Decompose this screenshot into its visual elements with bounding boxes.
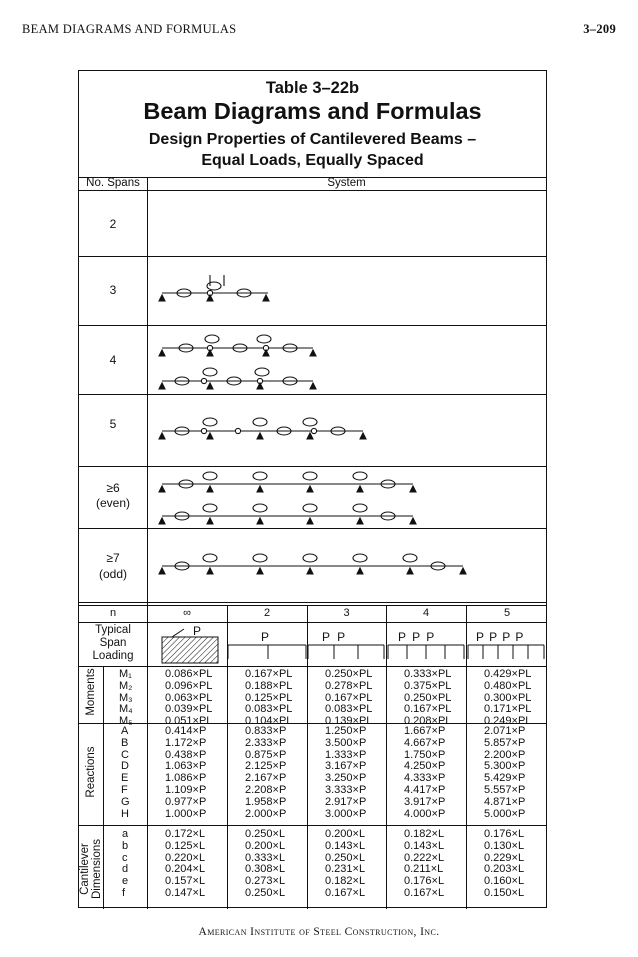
group-reactions: Reactions bbox=[85, 746, 97, 798]
rule bbox=[103, 666, 104, 909]
symbol: f bbox=[122, 886, 126, 899]
dimension-values-5: 0.176×L 0.130×L 0.229×L 0.203×L 0.160×L 0.150×L bbox=[484, 828, 525, 899]
header-spans: No. Spans bbox=[86, 177, 140, 189]
page-number: 3–209 bbox=[583, 22, 616, 36]
rule bbox=[79, 723, 546, 724]
moment-values-inf: 0.086×PL 0.096×PL 0.063×PL 0.039×PL 0.051×PL bbox=[165, 668, 213, 728]
typical-loading-label bbox=[79, 624, 147, 663]
symbol: F bbox=[121, 783, 128, 796]
moment-symbols bbox=[119, 669, 133, 728]
moment-values-2: 0.167×PL 0.188×PL 0.125×PL 0.083×PL 0.104×PL bbox=[245, 668, 293, 728]
typical-label-line: Loading bbox=[92, 650, 134, 662]
load-p: P P bbox=[322, 630, 346, 644]
symbol: M₄ bbox=[119, 703, 133, 716]
moment-values-4: 0.333×PL 0.375×PL 0.250×PL 0.167×PL 0.208×PL bbox=[404, 668, 452, 728]
load-p: P bbox=[193, 624, 202, 638]
section-title: BEAM DIAGRAMS AND FORMULAS bbox=[22, 22, 237, 36]
table-subtitle-2: Equal Loads, Equally Spaced bbox=[201, 152, 424, 169]
span-label: (odd) bbox=[98, 567, 127, 581]
symbol: A bbox=[121, 725, 129, 737]
symbol: C bbox=[121, 748, 129, 761]
rule bbox=[79, 605, 546, 606]
symbol: H bbox=[121, 807, 129, 820]
load-p: P P P bbox=[398, 630, 435, 644]
span-label: 5 bbox=[109, 417, 117, 431]
reaction-values-inf: 0.414×P 1.172×P 0.438×P 1.063×P 1.086×P 1.109×P 0.977×P 1.000×P bbox=[165, 725, 207, 820]
table-subtitle-1: Design Properties of Cantilevered Beams – bbox=[148, 131, 477, 148]
beam-4-span bbox=[159, 418, 366, 439]
span-label: ≥6 bbox=[106, 481, 120, 495]
symbol: M₁ bbox=[119, 668, 132, 680]
load-p: P P P P bbox=[476, 630, 524, 644]
dimension-values-4: 0.182×L 0.143×L 0.222×L 0.211×L 0.176×L 0.167×L bbox=[404, 828, 445, 899]
reaction-symbols bbox=[121, 726, 130, 820]
symbol: b bbox=[122, 839, 129, 852]
n-value: 3 bbox=[343, 607, 350, 619]
footer: American Institute of Steel Construction, Inc. bbox=[198, 926, 440, 938]
table-number: Table 3–22b bbox=[265, 79, 360, 97]
dimension-values-2: 0.250×L 0.200×L 0.333×L 0.308×L 0.273×L 0.250×L bbox=[245, 828, 286, 899]
n-value: 2 bbox=[263, 607, 271, 619]
dimension-symbols bbox=[122, 829, 128, 900]
symbol: M₃ bbox=[119, 691, 133, 704]
rule bbox=[79, 666, 546, 667]
symbol: B bbox=[121, 736, 129, 749]
symbol: M₅ bbox=[119, 715, 133, 728]
n-label: n bbox=[109, 607, 117, 619]
symbol: E bbox=[121, 772, 129, 785]
span-label: 3 bbox=[109, 283, 117, 297]
n-value: ∞ bbox=[183, 607, 191, 619]
symbol: e bbox=[122, 875, 129, 888]
rule bbox=[79, 825, 546, 826]
span-label: ≥7 bbox=[106, 551, 120, 565]
symbol: D bbox=[121, 760, 129, 773]
reaction-values-4: 1.667×P 4.667×P 1.750×P 4.250×P 4.333×P 4.417×P 3.917×P 4.000×P bbox=[404, 725, 446, 820]
table-frame bbox=[78, 70, 547, 908]
beam-diagrams bbox=[148, 191, 546, 603]
running-header bbox=[22, 22, 616, 38]
table-title: Beam Diagrams and Formulas bbox=[143, 98, 482, 124]
symbol: M₂ bbox=[119, 679, 133, 692]
beam-3-span bbox=[159, 335, 316, 389]
reaction-values-2: 0.833×P 2.333×P 0.875×P 2.125×P 2.167×P 2.208×P 1.958×P 2.000×P bbox=[245, 725, 287, 820]
symbol: d bbox=[122, 863, 129, 876]
n-value: 4 bbox=[422, 607, 430, 619]
moment-values-3: 0.250×PL 0.278×PL 0.167×PL 0.083×PL 0.139×PL bbox=[325, 668, 373, 728]
span-label: 4 bbox=[109, 353, 117, 367]
typical-label-line: Span bbox=[99, 637, 127, 649]
beam-even-span bbox=[159, 554, 466, 574]
span-label: 2 bbox=[109, 217, 117, 231]
beam-2-span bbox=[159, 275, 269, 301]
reaction-values-5: 2.071×P 5.857×P 2.200×P 5.300×P 5.429×P 5.557×P 4.871×P 5.000×P bbox=[484, 725, 526, 820]
n-value: 5 bbox=[503, 607, 511, 619]
header-system: System bbox=[327, 177, 366, 189]
beam-5-span bbox=[159, 472, 416, 524]
typical-label-line: Typical bbox=[95, 624, 131, 636]
reaction-values-3: 1.250×P 3.500×P 1.333×P 3.167×P 3.250×P 3.333×P 2.917×P 3.000×P bbox=[325, 725, 367, 820]
span-label: (even) bbox=[95, 496, 130, 510]
dimension-values-inf: 0.172×L 0.125×L 0.220×L 0.204×L 0.157×L 0.147×L bbox=[165, 828, 206, 899]
symbol: a bbox=[122, 828, 129, 840]
symbol: G bbox=[121, 795, 130, 808]
load-p: P bbox=[261, 630, 270, 644]
group-moments: Moments bbox=[85, 668, 97, 716]
group-cantilever: Cantilever Dimensions bbox=[79, 838, 103, 900]
moment-values-5: 0.429×PL 0.480×PL 0.300×PL 0.171×PL 0.249×PL bbox=[484, 668, 532, 728]
symbol: c bbox=[122, 851, 128, 864]
dimension-values-3: 0.200×L 0.143×L 0.250×L 0.231×L 0.182×L 0.167×L bbox=[325, 828, 366, 899]
